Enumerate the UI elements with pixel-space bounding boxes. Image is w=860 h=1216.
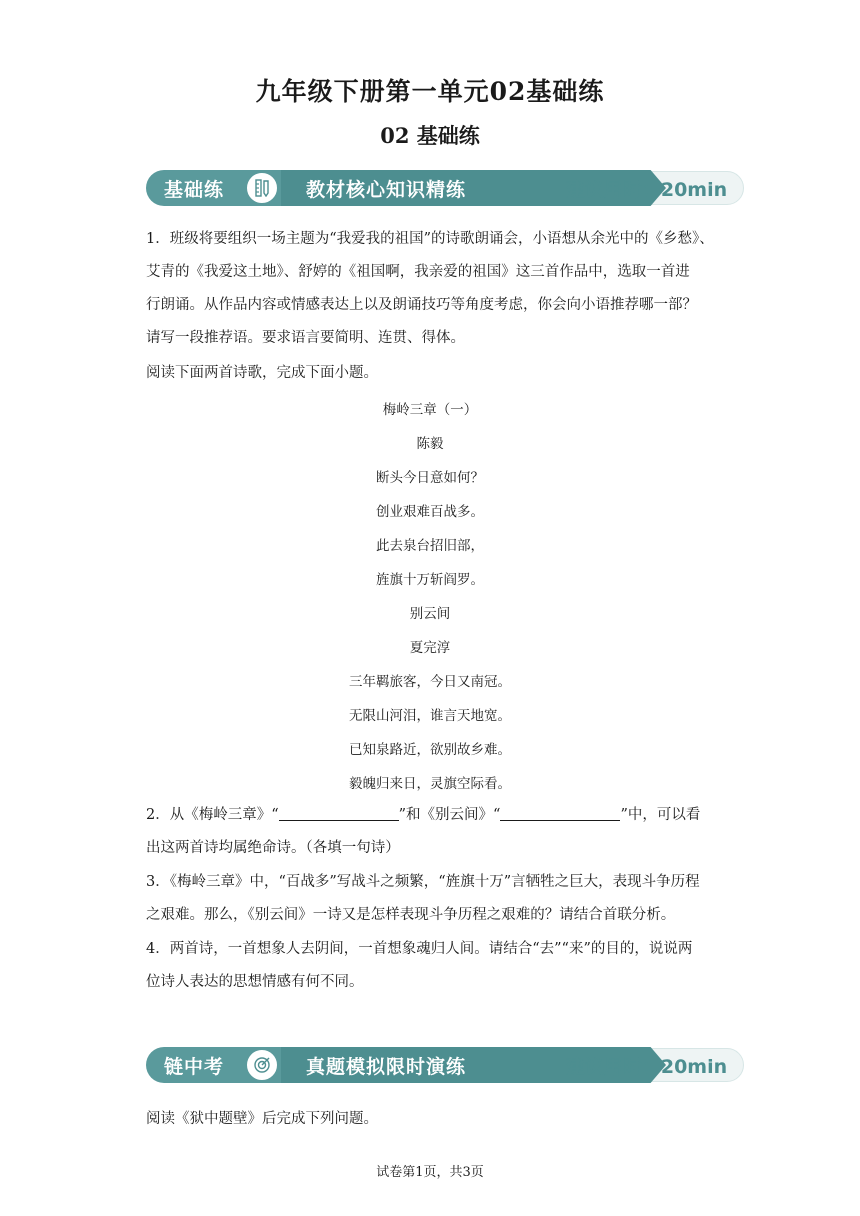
poem-1-line: 此去泉台招旧部， — [376, 538, 484, 554]
poem-2-line: 无限山河泪，谁言天地宽。 — [349, 708, 511, 724]
question-1-line: 请写一段推荐语。要求语言要简明、连贯、得体。 — [146, 330, 465, 346]
question-1-line: 行朗诵。从作品内容或情感表达上以及朗诵技巧等角度考虑，你会向小语推荐哪一部？ — [146, 297, 697, 313]
banner-heading: 教材核心知识精练 — [306, 179, 467, 201]
question-4-line: 4．两首诗，一首想象人去阴间，一首想象魂归人间。请结合“去”“来”的目的，说说两 — [146, 941, 693, 957]
suggested-time: 建议用时：20min — [565, 179, 728, 201]
question-1-line: 艾青的《我爱这土地》、舒婷的《祖国啊，我亲爱的祖国》这三首作品中，选取一首进 — [146, 264, 690, 280]
banner-tag: 基础练 — [164, 179, 225, 201]
banner-heading: 真题模拟限时演练 — [306, 1056, 467, 1078]
poem-1-line: 旌旗十万斩阎罗。 — [376, 572, 484, 588]
poem-1-line: 断头今日意如何？ — [376, 470, 484, 486]
page-footer: 试卷第1页，共3页 — [376, 1165, 484, 1180]
poem-1-title: 梅岭三章（一） — [382, 402, 478, 418]
question-2-line: 出这两首诗均属绝命诗。（各填一句诗） — [146, 840, 400, 856]
question-3 — [146, 866, 716, 932]
section-banner-exam — [146, 1047, 744, 1083]
poem-2-title: 别云间 — [409, 606, 451, 622]
answer-blank-1[interactable] — [279, 806, 399, 821]
target-icon — [245, 1048, 279, 1082]
ruler-pencil-icon — [245, 171, 279, 205]
banner-tag: 链中考 — [164, 1056, 225, 1078]
poem-2-author: 夏完淳 — [409, 640, 451, 656]
page-subtitle: 02 基础练 — [380, 123, 480, 148]
poem-2-line: 已知泉路近，欲别故乡难。 — [349, 742, 511, 758]
question-3-line: 3．《梅岭三章》中，“百战多”写战斗之频繁，“旌旗十万”言牺牲之巨大，表现斗争历程 — [146, 874, 700, 890]
poem-2-line: 毅魄归来日，灵旗空际看。 — [349, 776, 511, 792]
question-3-line: 之艰难。那么，《别云间》一诗又是怎样表现斗争历程之艰难的？请结合首联分析。 — [146, 907, 676, 923]
reading-intro: 阅读下面两首诗歌，完成下面小题。 — [146, 365, 378, 381]
poem-2-line: 三年羁旅客，今日又南冠。 — [349, 674, 511, 690]
answer-blank-2[interactable] — [500, 806, 620, 821]
question-1-line: 1．班级将要组织一场主题为“我爱我的祖国”的诗歌朗诵会，小语想从余光中的《乡愁》、 — [146, 231, 714, 247]
poem-1-line: 创业艰难百战多。 — [376, 504, 484, 520]
reading-intro-2: 阅读《狱中题壁》后完成下列问题。 — [146, 1111, 378, 1127]
section-banner-basic — [146, 170, 744, 206]
poem-1-author: 陈毅 — [416, 436, 444, 452]
question-4 — [146, 933, 716, 999]
question-2: 2．从《梅岭三章》“ ”和《别云间》“ ”中，可以看 出这两首诗均属绝命诗。（各填一句诗） — [146, 799, 716, 865]
page-title: 九年级下册第一单元02基础练 — [255, 77, 605, 106]
suggested-time: 建议用时：20min — [565, 1056, 728, 1078]
question-4-line: 位诗人表达的思想情感有何不同。 — [146, 974, 364, 990]
question-1 — [146, 223, 716, 355]
